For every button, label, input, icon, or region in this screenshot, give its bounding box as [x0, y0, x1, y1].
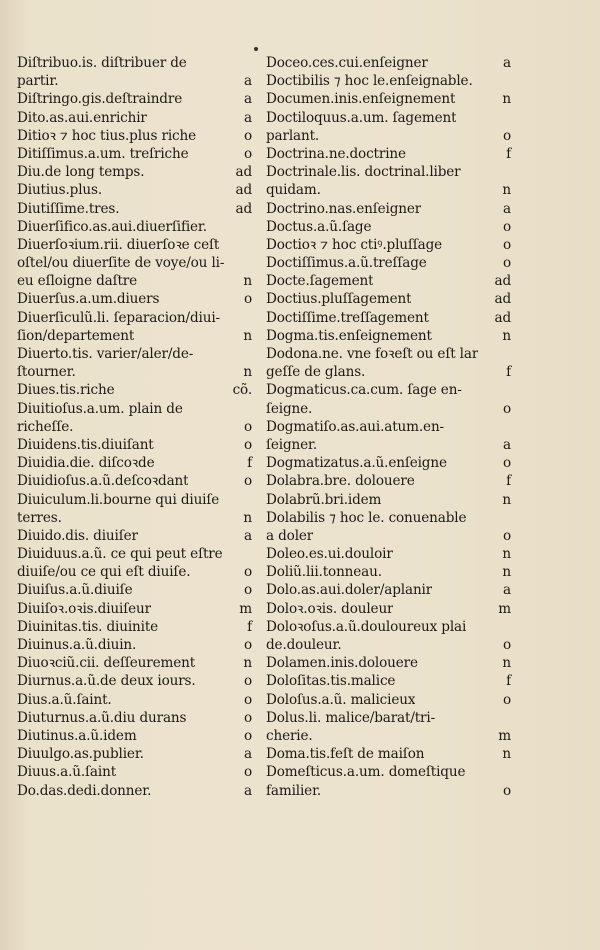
grammar-marker: ad [494, 309, 511, 326]
entry-text: de.douleur. [266, 637, 342, 653]
entry-text: Dolabilis ⁊ hoc le. conuenable [266, 509, 467, 526]
entry-text: Doctus.a.ũ.ſage [266, 218, 372, 235]
grammar-marker: m [239, 600, 252, 617]
grammar-marker: n [502, 564, 511, 581]
dictionary-line [266, 418, 511, 436]
dictionary-line [266, 345, 511, 363]
dictionary-line [17, 400, 252, 418]
dictionary-line [17, 782, 252, 800]
dictionary-line [17, 509, 252, 527]
entry-text: Diuoꝛciũ.cii. deſſeurement [17, 655, 196, 672]
dictionary-line [17, 727, 252, 745]
entry-text: Dito.as.aui.enrichir [17, 109, 147, 126]
dictionary-line [266, 309, 511, 327]
dictionary-line [266, 763, 511, 781]
grammar-marker: m [498, 727, 511, 744]
grammar-marker: o [502, 782, 511, 799]
dictionary-line [17, 581, 252, 599]
dictionary-line [266, 654, 511, 672]
grammar-marker: n [243, 655, 252, 672]
grammar-marker: o [243, 727, 252, 744]
dictionary-line [266, 545, 511, 563]
grammar-marker: n [243, 509, 252, 526]
dictionary-line [266, 254, 511, 272]
grammar-marker: f [506, 473, 511, 490]
entry-text: Doctiſſime.treſſagement [266, 309, 429, 326]
dictionary-line [266, 327, 511, 345]
dictionary-line [17, 127, 252, 145]
grammar-marker: ad [235, 164, 252, 181]
dictionary-line [17, 418, 252, 436]
entry-text: Dogma.tis.enſeignement [266, 327, 432, 344]
dictionary-line [17, 145, 252, 163]
dictionary-line [17, 163, 252, 181]
dictionary-line [266, 491, 511, 509]
grammar-marker: n [243, 364, 252, 381]
entry-text: Diuulgo.as.publier. [17, 746, 144, 763]
entry-text: Diuiſoꝛ.oꝛis.diuiſeur [17, 600, 151, 617]
grammar-marker: o [502, 691, 511, 708]
dictionary-line [17, 109, 252, 127]
entry-text: Doctrino.nas.enſeigner [266, 200, 422, 217]
grammar-marker: n [502, 655, 511, 672]
entry-text: Diuerſus.a.um.diuers [17, 291, 160, 308]
dictionary-line [17, 345, 252, 363]
dictionary-line [266, 218, 511, 236]
grammar-marker: a [244, 527, 252, 544]
dictionary-line [17, 72, 252, 90]
grammar-marker: a [503, 200, 511, 217]
dictionary-line [266, 363, 511, 381]
dictionary-line [266, 90, 511, 108]
entry-text: Doctrina.ne.doctrine [266, 145, 406, 162]
entry-text: Ditiſſimus.a.um. treſriche [17, 145, 189, 162]
entry-text: Doctibilis ⁊ hoc le.enſeignable. [266, 73, 473, 90]
grammar-marker: n [502, 491, 511, 508]
grammar-marker: o [243, 291, 252, 308]
entry-text: ſion/departement [17, 327, 135, 344]
grammar-marker: cõ. [232, 382, 252, 399]
entry-text: Dius.a.ũ.ſaint. [17, 691, 112, 708]
dictionary-line [17, 563, 252, 581]
dictionary-line [17, 327, 252, 345]
entry-text: Ditioꝛ ⁊ hoc tius.plus riche [17, 127, 196, 144]
dictionary-line [266, 600, 511, 618]
entry-text: quidam. [266, 182, 321, 199]
entry-text: Diuidia.die. diſcoꝛde [17, 455, 155, 472]
grammar-marker: a [244, 73, 252, 90]
entry-text: ſeigne. [266, 400, 313, 417]
entry-text: richeſſe. [17, 418, 74, 435]
dictionary-line [17, 636, 252, 654]
grammar-marker: o [502, 218, 511, 235]
entry-text: Diuerſoꝛium.rii. diuerſoꝛe ceſt [17, 236, 220, 253]
entry-text: oſtel/ou diuerſite de voye/ou li- [17, 255, 225, 272]
dictionary-line [17, 363, 252, 381]
dictionary-line [17, 763, 252, 781]
left-column [17, 54, 252, 800]
grammar-marker: o [502, 400, 511, 417]
dictionary-line [266, 709, 511, 727]
grammar-marker: n [243, 327, 252, 344]
entry-text: Diuinus.a.ũ.diuin. [17, 637, 137, 653]
grammar-marker: a [503, 55, 511, 71]
dictionary-line [17, 381, 252, 399]
grammar-marker: m [498, 600, 511, 617]
entry-text: Diſtribuo.is. diſtribuer de [17, 55, 187, 71]
entry-text: Diuinitas.tis. diuinite [17, 618, 159, 635]
grammar-marker: o [243, 564, 252, 581]
dictionary-line [266, 745, 511, 763]
dictionary-line [266, 636, 511, 654]
dictionary-line [17, 272, 252, 290]
dictionary-line [266, 163, 511, 181]
grammar-marker: ad [235, 182, 252, 199]
entry-text: Doctioꝛ ⁊ hoc ctiꝰ.pluſſage [266, 236, 443, 253]
entry-text: Docte.ſagement [266, 273, 374, 290]
entry-text: Diuiduus.a.ũ. ce qui peut eſtre [17, 546, 223, 563]
dictionary-line [266, 236, 511, 254]
entry-text: Diuerſifico.as.aui.diuerſifier. [17, 218, 207, 235]
dictionary-line [17, 654, 252, 672]
grammar-marker: o [502, 255, 511, 272]
dictionary-line [17, 691, 252, 709]
entry-text: Doctiſſimus.a.ũ.treſſage [266, 255, 427, 272]
entry-text: Diuido.dis. diuiſer [17, 527, 138, 544]
dictionary-line [17, 254, 252, 272]
entry-text: Diu.de long temps. [17, 164, 145, 181]
entry-text: Doloſus.a.ũ. malicieux [266, 691, 416, 708]
entry-text: Doctius.pluſſagement [266, 291, 412, 308]
dictionary-line [266, 563, 511, 581]
entry-text: Doloꝛ.oꝛis. douleur [266, 600, 394, 617]
entry-text: Dogmaticus.ca.cum. ſage en- [266, 382, 462, 399]
grammar-marker: o [243, 473, 252, 490]
entry-text: Diſtringo.gis.deſtraindre [17, 91, 183, 108]
entry-text: Diuiſus.a.ũ.diuiſe [17, 582, 133, 599]
dictionary-line [266, 200, 511, 218]
grammar-marker: o [243, 127, 252, 144]
entry-text: partir. [17, 73, 59, 90]
entry-text: Doctiloquus.a.um. ſagement [266, 109, 457, 126]
entry-text: Dolus.li. malice/barat/tri- [266, 709, 436, 726]
entry-text: Doleo.es.ui.douloir [266, 546, 393, 563]
grammar-marker: o [243, 582, 252, 599]
dictionary-line [17, 600, 252, 618]
dictionary-line [266, 672, 511, 690]
grammar-marker: n [502, 746, 511, 763]
dictionary-line [266, 181, 511, 199]
dictionary-line [266, 72, 511, 90]
dictionary-line [266, 691, 511, 709]
entry-text: Diuerto.tis. varier/aler/de- [17, 346, 194, 362]
grammar-marker: n [502, 91, 511, 108]
entry-text: parlant. [266, 127, 320, 144]
entry-text: Dodona.ne. vne foꝛeſt ou eſt lar [266, 346, 479, 362]
entry-text: familier. [266, 782, 322, 799]
grammar-marker: a [503, 436, 511, 453]
dictionary-line [17, 54, 252, 72]
entry-text: Dolamen.inis.dolouere [266, 655, 418, 672]
entry-text: Doctrinale.lis. doctrinal.liber [266, 164, 461, 181]
entry-text: Doliũ.lii.tonneau. [266, 564, 382, 581]
dictionary-line [17, 527, 252, 545]
grammar-marker: a [503, 582, 511, 599]
entry-text: Dogmatiſo.as.aui.atum.en- [266, 418, 444, 435]
grammar-marker: f [506, 673, 511, 690]
dictionary-line [17, 672, 252, 690]
dictionary-line [17, 545, 252, 563]
dictionary-line [17, 200, 252, 218]
dictionary-line [266, 290, 511, 308]
entry-text: Diuiculum.li.bourne qui diuiſe [17, 491, 220, 508]
dictionary-line [17, 454, 252, 472]
entry-text: Diutinus.a.ũ.idem [17, 727, 137, 744]
entry-text: ſtourner. [17, 364, 76, 381]
entry-text: ſeigner. [266, 436, 318, 453]
entry-text: Dolabra.bre. dolouere [266, 473, 415, 490]
grammar-marker: o [243, 145, 252, 162]
grammar-marker: o [243, 691, 252, 708]
grammar-marker: o [243, 764, 252, 781]
grammar-marker: n [502, 182, 511, 199]
grammar-marker: o [243, 436, 252, 453]
dictionary-line [266, 454, 511, 472]
grammar-marker: f [506, 364, 511, 381]
dictionary-line [17, 290, 252, 308]
grammar-marker: o [502, 127, 511, 144]
grammar-marker: ad [494, 291, 511, 308]
grammar-marker: o [243, 418, 252, 435]
grammar-marker: a [244, 782, 252, 799]
entry-text: Diuus.a.ũ.ſaint [17, 764, 117, 781]
entry-text: eu eſloigne daſtre [17, 273, 138, 290]
entry-text: Diutius.plus. [17, 182, 103, 199]
dictionary-line [266, 472, 511, 490]
grammar-marker: a [244, 109, 252, 126]
grammar-marker: o [502, 637, 511, 653]
dictionary-line [17, 309, 252, 327]
entry-text: Domeſticus.a.um. domeſtique [266, 764, 466, 781]
dictionary-line [266, 618, 511, 636]
entry-text: geſſe de glans. [266, 364, 366, 381]
grammar-marker: f [506, 145, 511, 162]
entry-text: cherie. [266, 727, 313, 744]
entry-text: Diurnus.a.ũ.de deux iours. [17, 673, 196, 690]
grammar-marker: n [502, 327, 511, 344]
dictionary-line [17, 618, 252, 636]
dictionary-line [17, 709, 252, 727]
grammar-marker: o [243, 709, 252, 726]
dictionary-line [266, 109, 511, 127]
grammar-marker: n [502, 546, 511, 563]
dictionary-line [266, 400, 511, 418]
entry-text: Diuidens.tis.diuiſant [17, 436, 154, 453]
dictionary-line [17, 745, 252, 763]
grammar-marker: a [244, 746, 252, 763]
entry-text: Diuturnus.a.ũ.diu durans [17, 709, 187, 726]
grammar-marker: f [247, 618, 252, 635]
entry-text: Doloꝛoſus.a.ũ.douloureux plai [266, 618, 467, 635]
entry-text: Dolo.as.aui.doler/aplanir [266, 582, 433, 599]
entry-text: Doma.tis.feſt de maiſon [266, 746, 425, 763]
grammar-marker: o [502, 455, 511, 472]
dictionary-line [17, 90, 252, 108]
entry-text: Diuidioſus.a.ũ.deſcoꝛdant [17, 473, 189, 490]
entry-text: Diutiſſime.tres. [17, 200, 120, 217]
entry-text: Doloſitas.tis.malice [266, 673, 396, 690]
dictionary-line [266, 782, 511, 800]
dictionary-line [17, 491, 252, 509]
grammar-marker: a [244, 91, 252, 108]
dictionary-line [266, 145, 511, 163]
dictionary-line [17, 436, 252, 454]
dictionary-line [17, 236, 252, 254]
dictionary-line [266, 581, 511, 599]
grammar-marker: ad [494, 273, 511, 290]
entry-text: Diuitioſus.a.um. plain de [17, 400, 183, 417]
ink-dot [254, 47, 258, 51]
entry-text: terres. [17, 509, 62, 526]
dictionary-line [17, 181, 252, 199]
entry-text: a doler [266, 527, 314, 544]
dictionary-line [266, 127, 511, 145]
dictionary-line [266, 727, 511, 745]
dictionary-line [266, 436, 511, 454]
dictionary-line [266, 381, 511, 399]
grammar-marker: o [243, 673, 252, 690]
grammar-marker: o [502, 236, 511, 253]
grammar-marker: o [243, 637, 252, 653]
right-column [266, 54, 511, 800]
dictionary-line [17, 472, 252, 490]
entry-text: Documen.inis.enſeignement [266, 91, 456, 108]
dictionary-line [266, 54, 511, 72]
dictionary-line [266, 527, 511, 545]
entry-text: Diues.tis.riche [17, 382, 115, 399]
entry-text: Do.das.dedi.donner. [17, 782, 152, 799]
entry-text: Doceo.ces.cui.enſeigner [266, 55, 428, 71]
grammar-marker: f [247, 455, 252, 472]
entry-text: Diuerſiculũ.li. ſeparacion/diui- [17, 309, 220, 326]
dictionary-line [266, 509, 511, 527]
entry-text: Dogmatizatus.a.ũ.enſeigne [266, 455, 447, 472]
grammar-marker: o [502, 527, 511, 544]
grammar-marker: n [243, 273, 252, 290]
entry-text: Dolabrũ.bri.idem [266, 491, 382, 508]
grammar-marker: ad [235, 200, 252, 217]
dictionary-line [266, 272, 511, 290]
dictionary-line [17, 218, 252, 236]
entry-text: diuiſe/ou ce qui eſt diuiſe. [17, 564, 191, 581]
